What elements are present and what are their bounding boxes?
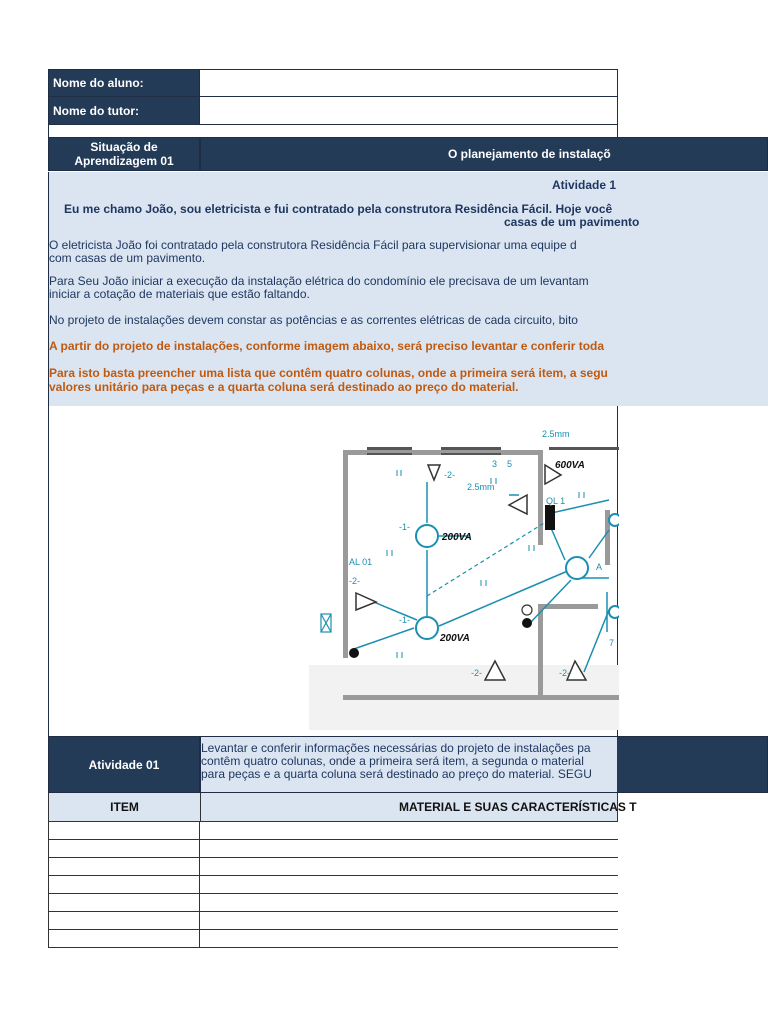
- switch-dot: [522, 618, 532, 628]
- task-line-2: contêm quatro colunas, onde a primeira será item, a segunda o material: [201, 754, 584, 768]
- label-wire: 2.5mm: [542, 429, 570, 439]
- paragraph-1-line-2: com casas de um pavimento.: [49, 251, 206, 265]
- table-cell[interactable]: [48, 840, 200, 857]
- table-cell[interactable]: [48, 858, 200, 875]
- column-item: ITEM: [49, 793, 201, 821]
- label-c2c: -2-: [471, 668, 482, 678]
- paragraph-2-line-2: iniciar a cotação de materiais que estão faltando.: [49, 287, 310, 301]
- tutor-name-field[interactable]: [199, 96, 618, 125]
- paragraph-2-line-1: Para Seu João iniciar a execução da instalação elétrica do condomínio ele precisava de um levantam: [49, 274, 589, 288]
- student-label: Nome do aluno:: [48, 69, 200, 97]
- intro-line-1: Eu me chamo João, sou eletricista e fui contratado pela construtora Residência Fácil. Hoje você: [64, 202, 613, 216]
- situation-title-cell: [200, 137, 768, 171]
- table-header: [48, 793, 637, 822]
- label-c2d: -2-: [559, 668, 570, 678]
- highlight-1: A partir do projeto de instalações, conforme imagem abaixo, será preciso levantar e conferir toda: [49, 339, 605, 353]
- spacer-row: [48, 124, 618, 138]
- paragraph-1-line-1: O eletricista João foi contratado pela construtora Residência Fácil para supervisionar uma equipe d: [49, 238, 577, 252]
- label-na: A: [596, 562, 603, 572]
- table-row[interactable]: [48, 858, 618, 876]
- label-n3: 3: [492, 459, 498, 469]
- table-row[interactable]: [48, 912, 618, 930]
- electrical-plan-drawing: [309, 410, 619, 730]
- student-name-field[interactable]: [199, 69, 618, 97]
- table-row[interactable]: [48, 876, 618, 894]
- table-cell[interactable]: [48, 876, 200, 893]
- highlight-2-line-1: Para isto basta preencher uma lista que contêm quatro colunas, onde a primeira será item, a segu: [49, 366, 608, 380]
- label-200va-b: 200VA: [440, 633, 470, 644]
- electrical-plan-area: [48, 406, 618, 736]
- activity-description: [48, 172, 768, 406]
- label-600va: 600VA: [555, 460, 585, 471]
- table-cell[interactable]: [48, 894, 200, 911]
- label-200va-a: 200VA: [442, 532, 472, 543]
- activity-title: Atividade 1: [552, 178, 617, 192]
- label-ql1: QL 1: [546, 496, 566, 506]
- table-cell[interactable]: [48, 822, 200, 839]
- task-description-cell: [200, 736, 768, 793]
- task-label: Atividade 01: [48, 736, 200, 793]
- label-al01: AL 01: [349, 557, 373, 567]
- tutor-row: [48, 96, 768, 125]
- situation-title: O planejamento de instalaçõ: [448, 147, 611, 161]
- task-description: [201, 737, 617, 792]
- intro-line-2: casas de um pavimento: [504, 215, 640, 229]
- label-c1b: -1-: [399, 615, 410, 625]
- label-c2: -2-: [444, 470, 455, 480]
- table-row[interactable]: [48, 894, 618, 912]
- task-row: [48, 736, 768, 793]
- label-c2b: -2-: [349, 576, 360, 586]
- situation-label: [48, 137, 200, 171]
- label-n5: 5: [507, 459, 513, 469]
- table-cell[interactable]: [48, 930, 200, 947]
- student-row: [48, 69, 768, 97]
- highlight-2-line-2: valores unitário para peças e a quarta coluna será destinado ao preço do material.: [49, 380, 519, 394]
- table-row[interactable]: [48, 840, 618, 858]
- paragraph-3: No projeto de instalações devem constar as potências e as correntes elétricas de cada circuito, bito: [49, 313, 578, 327]
- label-wire-2: 2.5mm: [467, 482, 495, 492]
- task-line-3: para peças e a quarta coluna será destinado ao preço do material. SEGU: [201, 767, 592, 781]
- breaker-panel: [545, 505, 555, 530]
- label-n7: 7: [609, 638, 615, 648]
- table-row[interactable]: [48, 930, 618, 948]
- table-row[interactable]: [48, 822, 618, 840]
- column-material: MATERIAL E SUAS CARACTERÍSTICAS T: [399, 800, 637, 814]
- table-cell[interactable]: [48, 912, 200, 929]
- label-c1: -1-: [399, 522, 410, 532]
- situation-label-text: Situação de Aprendizagem 01: [74, 140, 174, 168]
- switch-ring: [522, 605, 532, 615]
- tutor-label: Nome do tutor:: [48, 96, 200, 125]
- task-line-1: Levantar e conferir informações necessárias do projeto de instalações pa: [201, 741, 591, 755]
- switch-dot: [349, 648, 359, 658]
- bell-icon: [321, 614, 331, 632]
